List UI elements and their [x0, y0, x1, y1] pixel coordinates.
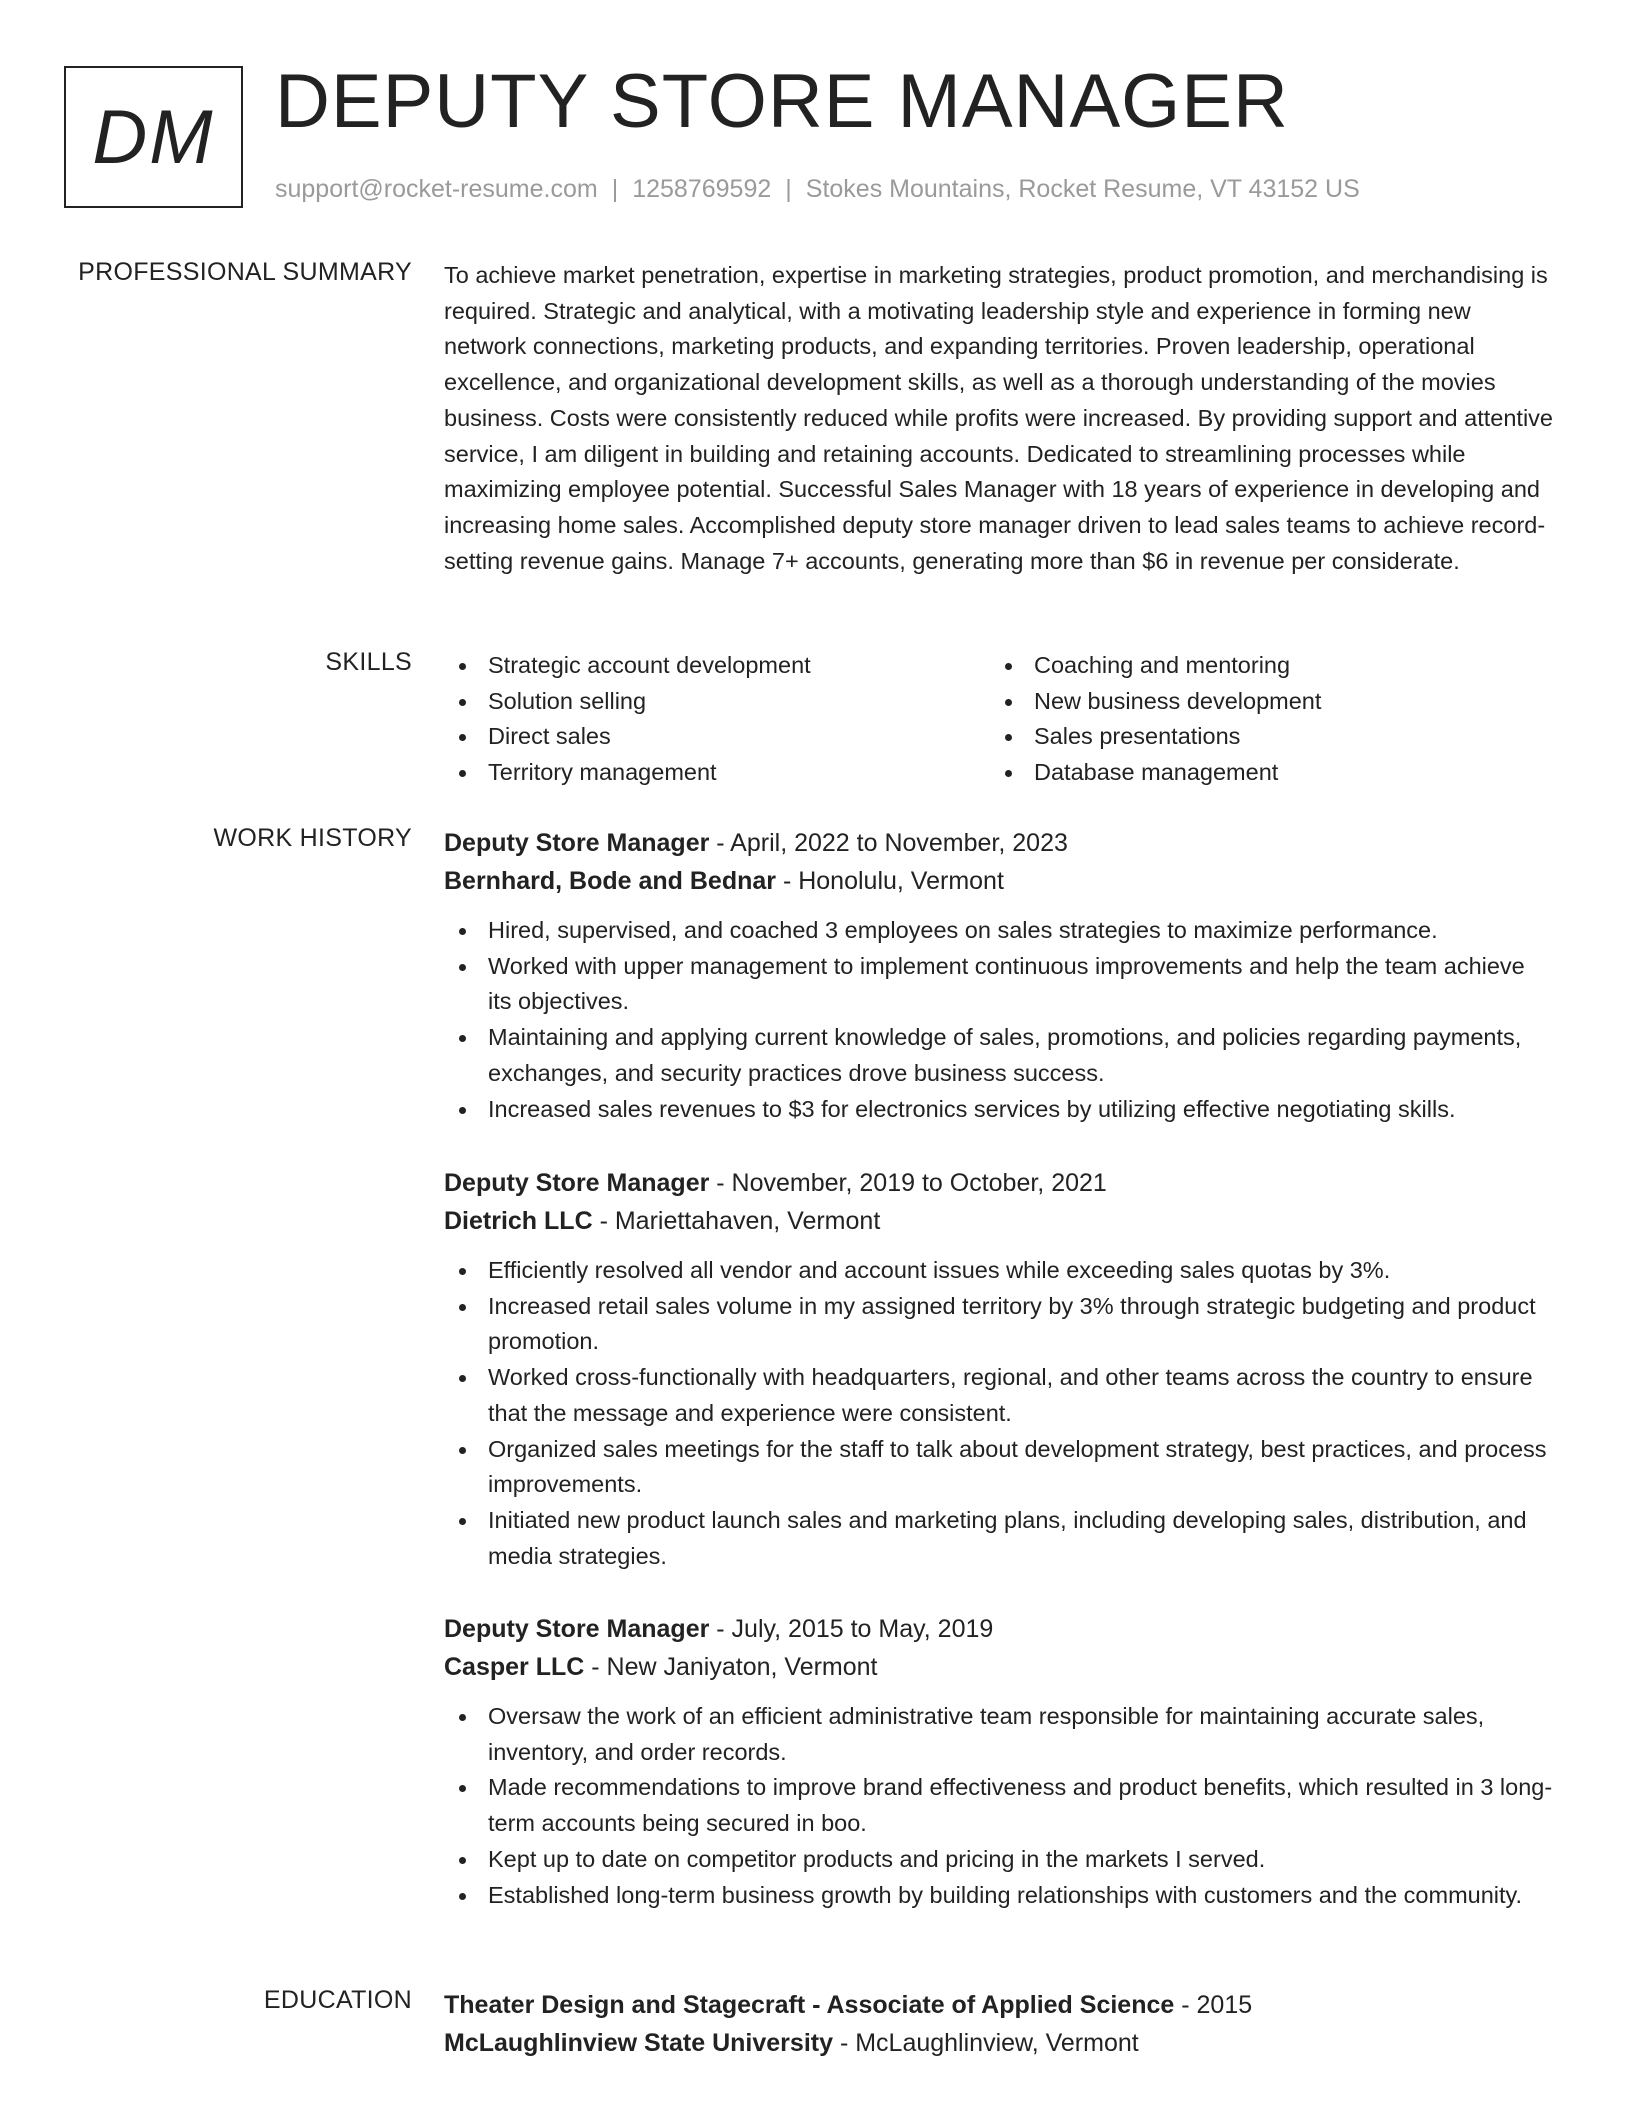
- job-title-line: [444, 1610, 1554, 1648]
- job-bullet: Made recommendations to improve brand effectiveness and product benefits, which resulted in 3 long-term accounts being secured in boo.: [444, 1770, 1554, 1841]
- skill-item: Direct sales: [444, 719, 990, 755]
- job-company: Dietrich LLC: [444, 1207, 593, 1235]
- job-company-line: [444, 1202, 1554, 1240]
- job-bullet: Oversaw the work of an efficient administrative team responsible for maintaining accurate sales, inventory, and order records.: [444, 1699, 1554, 1770]
- job-company: Casper LLC: [444, 1653, 585, 1681]
- job-company-line: [444, 1648, 1554, 1686]
- job-location: - Mariettahaven, Vermont: [592, 1207, 881, 1235]
- job-location: - New Janiyaton, Vermont: [584, 1653, 878, 1681]
- contact-separator: |: [785, 175, 792, 203]
- skill-item: Sales presentations: [990, 719, 1536, 755]
- job-title: Deputy Store Manager: [444, 1169, 710, 1197]
- summary-content: [444, 258, 1554, 579]
- summary-paragraph: To achieve market penetration, expertise in marketing strategies, product promotion, and merchandising is required. Strategic and analytical, with a motivating leadership style and experience in forming new network connections, marketing products, and expanding territories. Proven leadership, operational excellence, and organizational development skills, as well as a thorough understanding of the movies business. Costs were consistently reduced while profits were increased. By providing support and attentive service, I am diligent in building and retaining accounts. Dedicated to streamlining processes while maximizing employee potential. Successful Sales Manager with 18 years of experience in developing and increasing home sales. Accomplished deputy store manager driven to lead sales teams to achieve record-setting revenue gains. Manage 7+ accounts, generating more than $6 in revenue per considerate.: [444, 262, 1553, 574]
- section-label-skills: SKILLS: [325, 648, 412, 676]
- job-company-line: [444, 862, 1554, 900]
- education-degree: Theater Design and Stagecraft - Associate of Applied Science: [444, 1991, 1175, 2019]
- skill-item: Strategic account development: [444, 648, 990, 684]
- skill-item: Coaching and mentoring: [990, 648, 1536, 684]
- education-year: - 2015: [1174, 1991, 1253, 2019]
- job-location: - Honolulu, Vermont: [776, 867, 1004, 895]
- skill-item: Database management: [990, 755, 1536, 791]
- skill-item: Solution selling: [444, 684, 990, 720]
- monogram-box: [64, 66, 243, 208]
- section-label-work: WORK HISTORY: [213, 824, 412, 852]
- job-entry: [444, 824, 1554, 1127]
- job-bullet-list: [444, 1253, 1554, 1574]
- skills-content: [444, 648, 1554, 791]
- job-bullet-list: [444, 913, 1554, 1127]
- job-title-line: [444, 824, 1554, 862]
- job-title-line: [444, 1164, 1554, 1202]
- skill-item: Territory management: [444, 755, 990, 791]
- job-dates: - April, 2022 to November, 2023: [709, 829, 1068, 857]
- job-bullet: Organized sales meetings for the staff to talk about development strategy, best practices, and process improvements.: [444, 1432, 1554, 1503]
- skill-item: New business development: [990, 684, 1536, 720]
- job-title: Deputy Store Manager: [444, 829, 710, 857]
- contact-separator: |: [611, 175, 619, 203]
- contact-address: Stokes Mountains, Rocket Resume, VT 43152 US: [805, 175, 1360, 203]
- job-bullet: Efficiently resolved all vendor and account issues while exceeding sales quotas by 3%.: [444, 1253, 1554, 1289]
- contact-line: [275, 175, 1360, 204]
- education-degree-line: [444, 1986, 1554, 2024]
- job-entry: [444, 1610, 1554, 1913]
- resume-title: DEPUTY STORE MANAGER: [275, 59, 1289, 144]
- job-bullet: Worked cross-functionally with headquarters, regional, and other teams across the country to ensure that the message and experience were consistent.: [444, 1360, 1554, 1431]
- education-location: - McLaughlinview, Vermont: [833, 2029, 1139, 2057]
- job-bullet: Worked with upper management to implement continuous improvements and help the team achieve its objectives.: [444, 949, 1554, 1020]
- skills-column-right: [990, 648, 1536, 791]
- education-school: McLaughlinview State University: [444, 2029, 833, 2057]
- section-label-summary: PROFESSIONAL SUMMARY: [78, 258, 412, 286]
- job-dates: - July, 2015 to May, 2019: [709, 1615, 994, 1643]
- job-entry: [444, 1164, 1554, 1574]
- monogram-initials: DM: [92, 94, 215, 180]
- job-bullet-list: [444, 1699, 1554, 1913]
- job-bullet: Increased sales revenues to $3 for electronics services by utilizing effective negotiating skills.: [444, 1092, 1554, 1128]
- education-school-line: [444, 2024, 1554, 2062]
- education-content: [444, 1986, 1554, 2062]
- job-bullet: Maintaining and applying current knowledge of sales, promotions, and policies regarding payments, exchanges, and security practices drove business success.: [444, 1020, 1554, 1091]
- job-company: Bernhard, Bode and Bednar: [444, 867, 776, 895]
- section-label-education: EDUCATION: [263, 1986, 412, 2014]
- skills-grid: [444, 648, 1554, 791]
- skills-column-left: [444, 648, 990, 791]
- contact-phone: 1258769592: [632, 175, 772, 203]
- job-title: Deputy Store Manager: [444, 1615, 710, 1643]
- contact-email: support@rocket-resume.com: [275, 175, 598, 203]
- job-bullet: Increased retail sales volume in my assigned territory by 3% through strategic budgeting and product promotion.: [444, 1289, 1554, 1360]
- job-bullet: Established long-term business growth by building relationships with customers and the community.: [444, 1878, 1554, 1914]
- job-bullet: Initiated new product launch sales and marketing plans, including developing sales, distribution, and media strategies.: [444, 1503, 1554, 1574]
- job-dates: - November, 2019 to October, 2021: [709, 1169, 1107, 1197]
- job-bullet: Hired, supervised, and coached 3 employees on sales strategies to maximize performance.: [444, 913, 1554, 949]
- job-bullet: Kept up to date on competitor products and pricing in the markets I served.: [444, 1842, 1554, 1878]
